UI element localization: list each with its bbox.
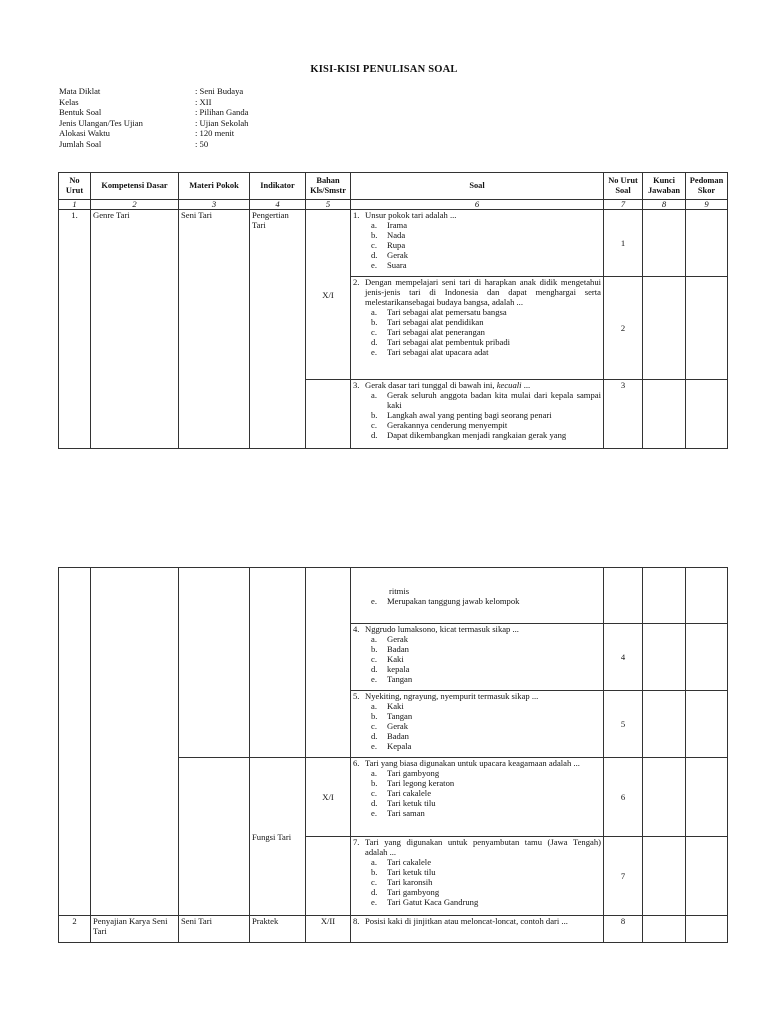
option: b. Tari sebagai alat pendidikan xyxy=(371,317,484,327)
option: e. Kepala xyxy=(371,741,412,751)
meta-row: Alokasi Waktu : 120 menit xyxy=(59,128,235,139)
header-kunci-jawaban: Kunci Jawaban xyxy=(643,173,686,200)
option: b. Langkah awal yang penting bagi seorang penari xyxy=(371,410,552,420)
header-no-urut-soal: No Urut Soal xyxy=(604,173,643,200)
header-kompetensi-dasar: Kompetensi Dasar xyxy=(91,173,179,200)
option: b. Tari ketuk tilu xyxy=(371,867,436,877)
option: d. Gerak xyxy=(371,250,408,260)
option: a. Gerak seluruh anggota badan kita mulai dari kepala sampai kaki xyxy=(371,390,601,410)
cell-kunci xyxy=(643,568,686,624)
option: a. Tari gambyong xyxy=(371,768,440,778)
header-no-urut: No Urut xyxy=(59,173,91,200)
cell-row-no: 2 xyxy=(59,916,91,943)
option: b. Badan xyxy=(371,644,409,654)
option: d. Dapat dikembangkan menjadi rangkaian gerak yang xyxy=(371,430,567,440)
cell-no-urut-soal: 4 xyxy=(604,624,643,691)
question-4: 4. Nggrudo lumaksono, kicat termasuk sikap ... a. Gerak b. Badan c. Kaki d. kepala e. Tangan xyxy=(351,624,604,691)
header-indikator: Indikator xyxy=(250,173,306,200)
table-row xyxy=(59,210,728,277)
cell-materi xyxy=(179,758,250,916)
header-materi-pokok: Materi Pokok xyxy=(179,173,250,200)
meta-row: Kelas : XII xyxy=(59,96,212,107)
question-7: 7. Tari yang digunakan untuk penyambutan tamu (Jawa Tengah) adalah ... a. Tari cakalele b. Tari ketuk tilu c. Tari karonsih d. Tari gambyong e. Tari Gatut Kaca Gandrung xyxy=(351,837,604,916)
cell-pedoman xyxy=(686,624,728,691)
option: a. Gerak xyxy=(371,634,408,644)
meta-row: Jenis Ulangan/Tes Ujian : Ujian Sekolah xyxy=(59,117,249,128)
cell-no-urut-soal: 2 xyxy=(604,277,643,380)
header-pedoman-skor: Pedoman Skor xyxy=(686,173,728,200)
cell-kunci xyxy=(643,210,686,277)
question-6: 6. Tari yang biasa digunakan untuk upacara keagamaan adalah ... a. Tari gambyong b. Tari legong keraton c. Tari cakalele d. Tari ketuk tilu e. Tari saman xyxy=(351,758,604,837)
column-number-row: 1 2 3 4 5 6 7 8 9 xyxy=(59,200,728,210)
cell-pedoman xyxy=(686,210,728,277)
option: e. Tari saman xyxy=(371,808,425,818)
option: c. Kaki xyxy=(371,654,404,664)
cell-no-urut-soal: 7 xyxy=(604,837,643,916)
cell-bahan xyxy=(306,380,351,449)
question-2: 2. Dengan mempelajari seni tari di harapkan anak didik mengetahui jenis-jenis tari di Indonesia dan dapat menghargai serta melestarikansebagai budaya bangsa, adalah ... a. Tari sebagai alat pemersatu bangsa b. Tari sebagai alat pendidikan c. Tari sebagai alat penerangan d. Tari sebagai alat pembentuk pribadi e. Tari sebagai alat upacara adat xyxy=(351,277,604,380)
cell-no-urut-soal: 5 xyxy=(604,691,643,758)
cell-row-no: 1. xyxy=(59,210,91,449)
question-3-continued: ritmis e. Merupakan tanggung jawab kelompok xyxy=(351,568,604,624)
table-row xyxy=(59,568,728,624)
cell-bahan xyxy=(306,568,351,758)
option: d. Tari ketuk tilu xyxy=(371,798,436,808)
cell-pedoman xyxy=(686,277,728,380)
cell-materi: Seni Tari xyxy=(179,210,250,449)
cell-pedoman xyxy=(686,691,728,758)
question-8: 8. Posisi kaki di jinjitkan atau meloncat-loncat, contoh dari ... xyxy=(351,916,604,943)
cell-no-urut-soal: 3 xyxy=(604,380,643,449)
document-meta xyxy=(59,86,248,150)
cell-indikator xyxy=(250,568,306,758)
cell-materi: Seni Tari xyxy=(179,916,250,943)
cell-kunci xyxy=(643,277,686,380)
question-1: 1. Unsur pokok tari adalah ... a. Irama b. Nada c. Rupa d. Gerak e. Suara xyxy=(351,210,604,277)
option: c. Gerak xyxy=(371,721,408,731)
cell-pedoman xyxy=(686,837,728,916)
option: e. Suara xyxy=(371,260,407,270)
option: d. kepala xyxy=(371,664,410,674)
cell-no-urut-soal: 6 xyxy=(604,758,643,837)
cell-pedoman xyxy=(686,758,728,837)
cell-kunci xyxy=(643,691,686,758)
option: c. Tari sebagai alat penerangan xyxy=(371,327,485,337)
cell-bahan: X/I xyxy=(306,758,351,837)
option: b. Tangan xyxy=(371,711,413,721)
option: d. Tari sebagai alat pembentuk pribadi xyxy=(371,337,511,347)
meta-row: Jumlah Soal : 50 xyxy=(59,138,209,149)
cell-pedoman xyxy=(686,916,728,943)
kisi-kisi-table-page2 xyxy=(58,567,728,943)
option: e. Merupakan tanggung jawab kelompok xyxy=(371,595,520,606)
cell-pedoman xyxy=(686,568,728,624)
option: e. Tangan xyxy=(371,674,413,684)
cell-kunci xyxy=(643,758,686,837)
option: b. Nada xyxy=(371,230,406,240)
option: a. Tari cakalele xyxy=(371,857,432,867)
option: c. Gerakannya cenderung menyempit xyxy=(371,420,508,430)
cell-kunci xyxy=(643,916,686,943)
cell-kunci xyxy=(643,837,686,916)
option: c. Tari cakalele xyxy=(371,788,432,798)
cell-kompetensi: Genre Tari xyxy=(91,210,179,449)
kisi-kisi-table-page1 xyxy=(58,172,728,449)
cell-kunci xyxy=(643,624,686,691)
option: a. Kaki xyxy=(371,701,404,711)
cell-kompetensi: Penyajian Karya Seni Tari xyxy=(91,916,179,943)
option: d. Badan xyxy=(371,731,409,741)
page-title: KISI-KISI PENULISAN SOAL xyxy=(310,64,458,75)
option: e. Tari sebagai alat upacara adat xyxy=(371,347,489,357)
cell-kunci xyxy=(643,380,686,449)
cell-bahan: X/II xyxy=(306,916,351,943)
option: d. Tari gambyong xyxy=(371,887,440,897)
option: e. Tari Gatut Kaca Gandrung xyxy=(371,897,479,907)
cell-indikator: Praktek xyxy=(250,916,306,943)
cell-no-urut-soal xyxy=(604,568,643,624)
cell-bahan xyxy=(306,837,351,916)
cell-indikator: Pengertian Tari xyxy=(250,210,306,449)
option: c. Rupa xyxy=(371,240,406,250)
option: c. Tari karonsih xyxy=(371,877,433,887)
cell-bahan: X/I xyxy=(306,210,351,380)
option: b. Tari legong keraton xyxy=(371,778,455,788)
cell-pedoman xyxy=(686,380,728,449)
question-3: 3. Gerak dasar tari tunggal di bawah ini, kecuali ... a. Gerak seluruh anggota badan kita mulai dari kepala sampai kaki b. Langkah awal yang penting bagi seorang penari c. Gerakannya cenderung menyempit d. Dapat dikembangkan menjadi rangkaian gerak yang xyxy=(351,380,604,449)
header-bahan: Bahan Kls/Smstr xyxy=(306,173,351,200)
option: a. Tari sebagai alat pemersatu bangsa xyxy=(371,307,507,317)
cell-indikator-fungsi: Fungsi Tari xyxy=(250,758,306,916)
cell-no-urut-soal: 8 xyxy=(604,916,643,943)
table-row xyxy=(59,916,728,943)
option: a. Irama xyxy=(371,220,408,230)
cell-materi xyxy=(179,568,250,758)
meta-row: Bentuk Soal : Pilihan Ganda xyxy=(59,107,249,118)
cell-row-no xyxy=(59,568,91,916)
cell-no-urut-soal: 1 xyxy=(604,210,643,277)
header-soal: Soal xyxy=(351,173,604,200)
meta-row: Mata Diklat : Seni Budaya xyxy=(59,86,244,96)
question-5: 5. Nyekiting, ngrayung, nyempurit termasuk sikap ... a. Kaki b. Tangan c. Gerak d. Badan e. Kepala xyxy=(351,691,604,758)
cell-kompetensi xyxy=(91,568,179,916)
